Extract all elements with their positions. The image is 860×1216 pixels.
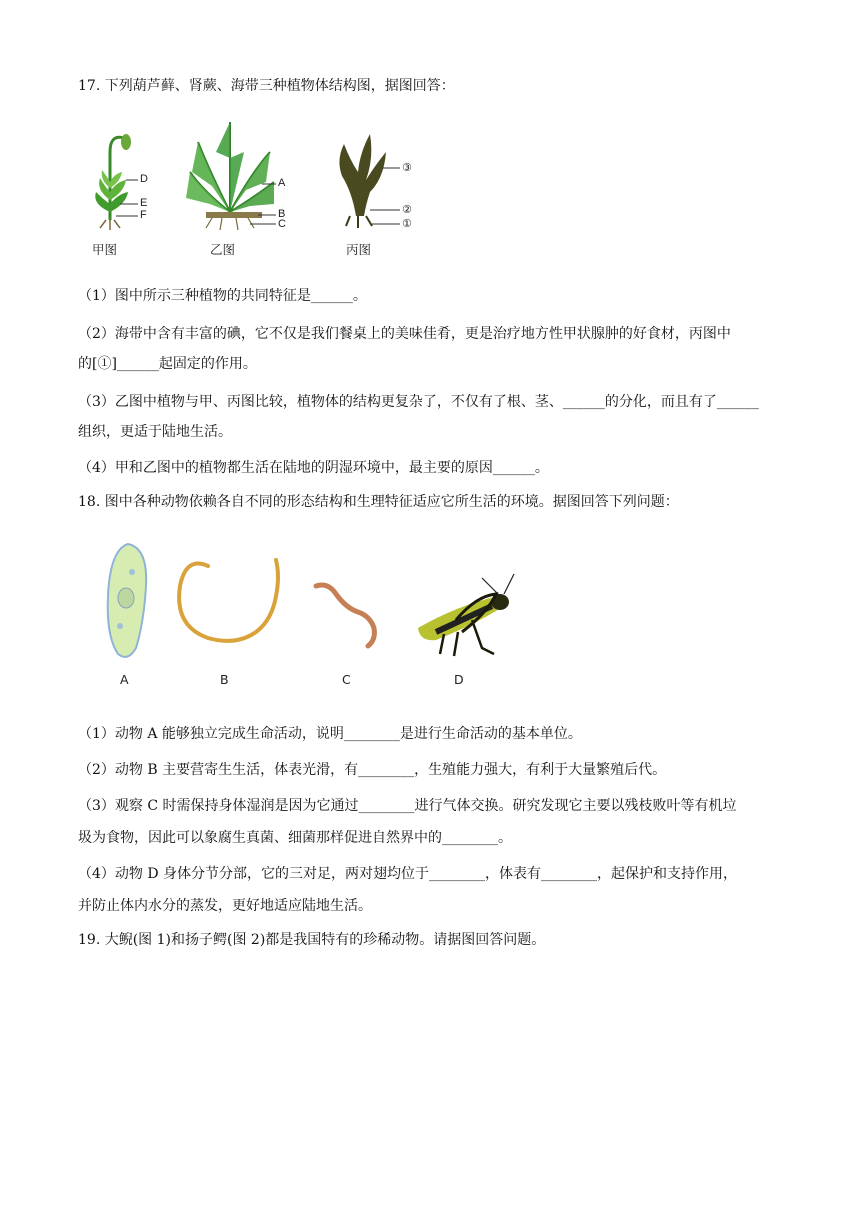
q18-line-3: （3）观察 C 时需保持身体湿润是因为它通过________进行气体交换。研究发现它主要以残枝败叶等有机垃 [78, 798, 737, 814]
caption-jia: 甲图 [92, 242, 118, 257]
label-2: ② [402, 204, 412, 216]
label-D: D [140, 173, 148, 185]
animal-illustrations [96, 536, 536, 696]
q17-line-2: （2）海带中含有丰富的碘，它不仅是我们餐桌上的美味佳肴，更是治疗地方性甲状腺肿的好食材，丙图中 [78, 326, 731, 342]
q18-line-2: （2）动物 B 主要营寄生生活，体表光滑，有________，生殖能力强大，有利于大量繁殖后代。 [78, 762, 667, 778]
q18-figure [96, 536, 536, 696]
caption-bing: 丙图 [346, 242, 372, 257]
grasshopper-illustration [418, 574, 514, 656]
plant-illustrations [80, 112, 440, 262]
earthworm-illustration [316, 585, 374, 646]
label-E: E [140, 197, 148, 209]
label-animal-B: B [220, 672, 229, 687]
label-1: ① [402, 218, 412, 230]
label-animal-A: A [120, 672, 129, 687]
q18-line-1: （1）动物 A 能够独立完成生命活动，说明________是进行生命活动的基本单位。 [78, 726, 582, 742]
label-animal-C: C [342, 672, 351, 687]
label-3: ③ [402, 162, 412, 174]
q17-stem: 17. 下列葫芦藓、肾蕨、海带三种植物体结构图，据图回答： [78, 78, 455, 94]
paramecium-illustration [108, 544, 146, 657]
roundworm-illustration [179, 560, 278, 641]
q17-figure [80, 112, 440, 262]
label-animal-D: D [454, 672, 464, 687]
label-B: B [278, 208, 286, 220]
kelp-illustration [339, 134, 400, 228]
q18-stem: 18. 图中各种动物依赖各自不同的形态结构和生理特征适应它所生活的环境。据图回答下列问题： [78, 494, 679, 510]
label-F: F [140, 209, 147, 221]
q17-line-3: 的[①]______起固定的作用。 [78, 356, 257, 372]
moss-illustration [95, 134, 138, 230]
q18-line-5: （4）动物 D 身体分节分部，它的三对足，两对翅均位于________，体表有________，起保护和支持作用， [78, 866, 738, 882]
caption-yi: 乙图 [210, 242, 236, 257]
label-A: A [278, 177, 286, 189]
q18-line-6: 并防止体内水分的蒸发，更好地适应陆地生活。 [78, 898, 372, 914]
q17-line-1: （1）图中所示三种植物的共同特征是______。 [78, 288, 367, 304]
q17-line-6: （4）甲和乙图中的植物都生活在陆地的阴湿环境中，最主要的原因______。 [78, 460, 549, 476]
q17-line-4: （3）乙图中植物与甲、丙图比较，植物体的结构更复杂了，不仅有了根、茎、______的分化，而且有了______ [78, 394, 759, 410]
label-C: C [278, 218, 286, 230]
q18-line-4: 圾为食物，因此可以象腐生真菌、细菌那样促进自然界中的________。 [78, 830, 512, 846]
q19-stem: 19. 大鲵(图 1)和扬子鳄(图 2)都是我国特有的珍稀动物。请据图回答问题。 [78, 932, 546, 948]
q17-line-5: 组织，更适于陆地生活。 [78, 424, 232, 440]
fern-illustration [186, 122, 276, 230]
